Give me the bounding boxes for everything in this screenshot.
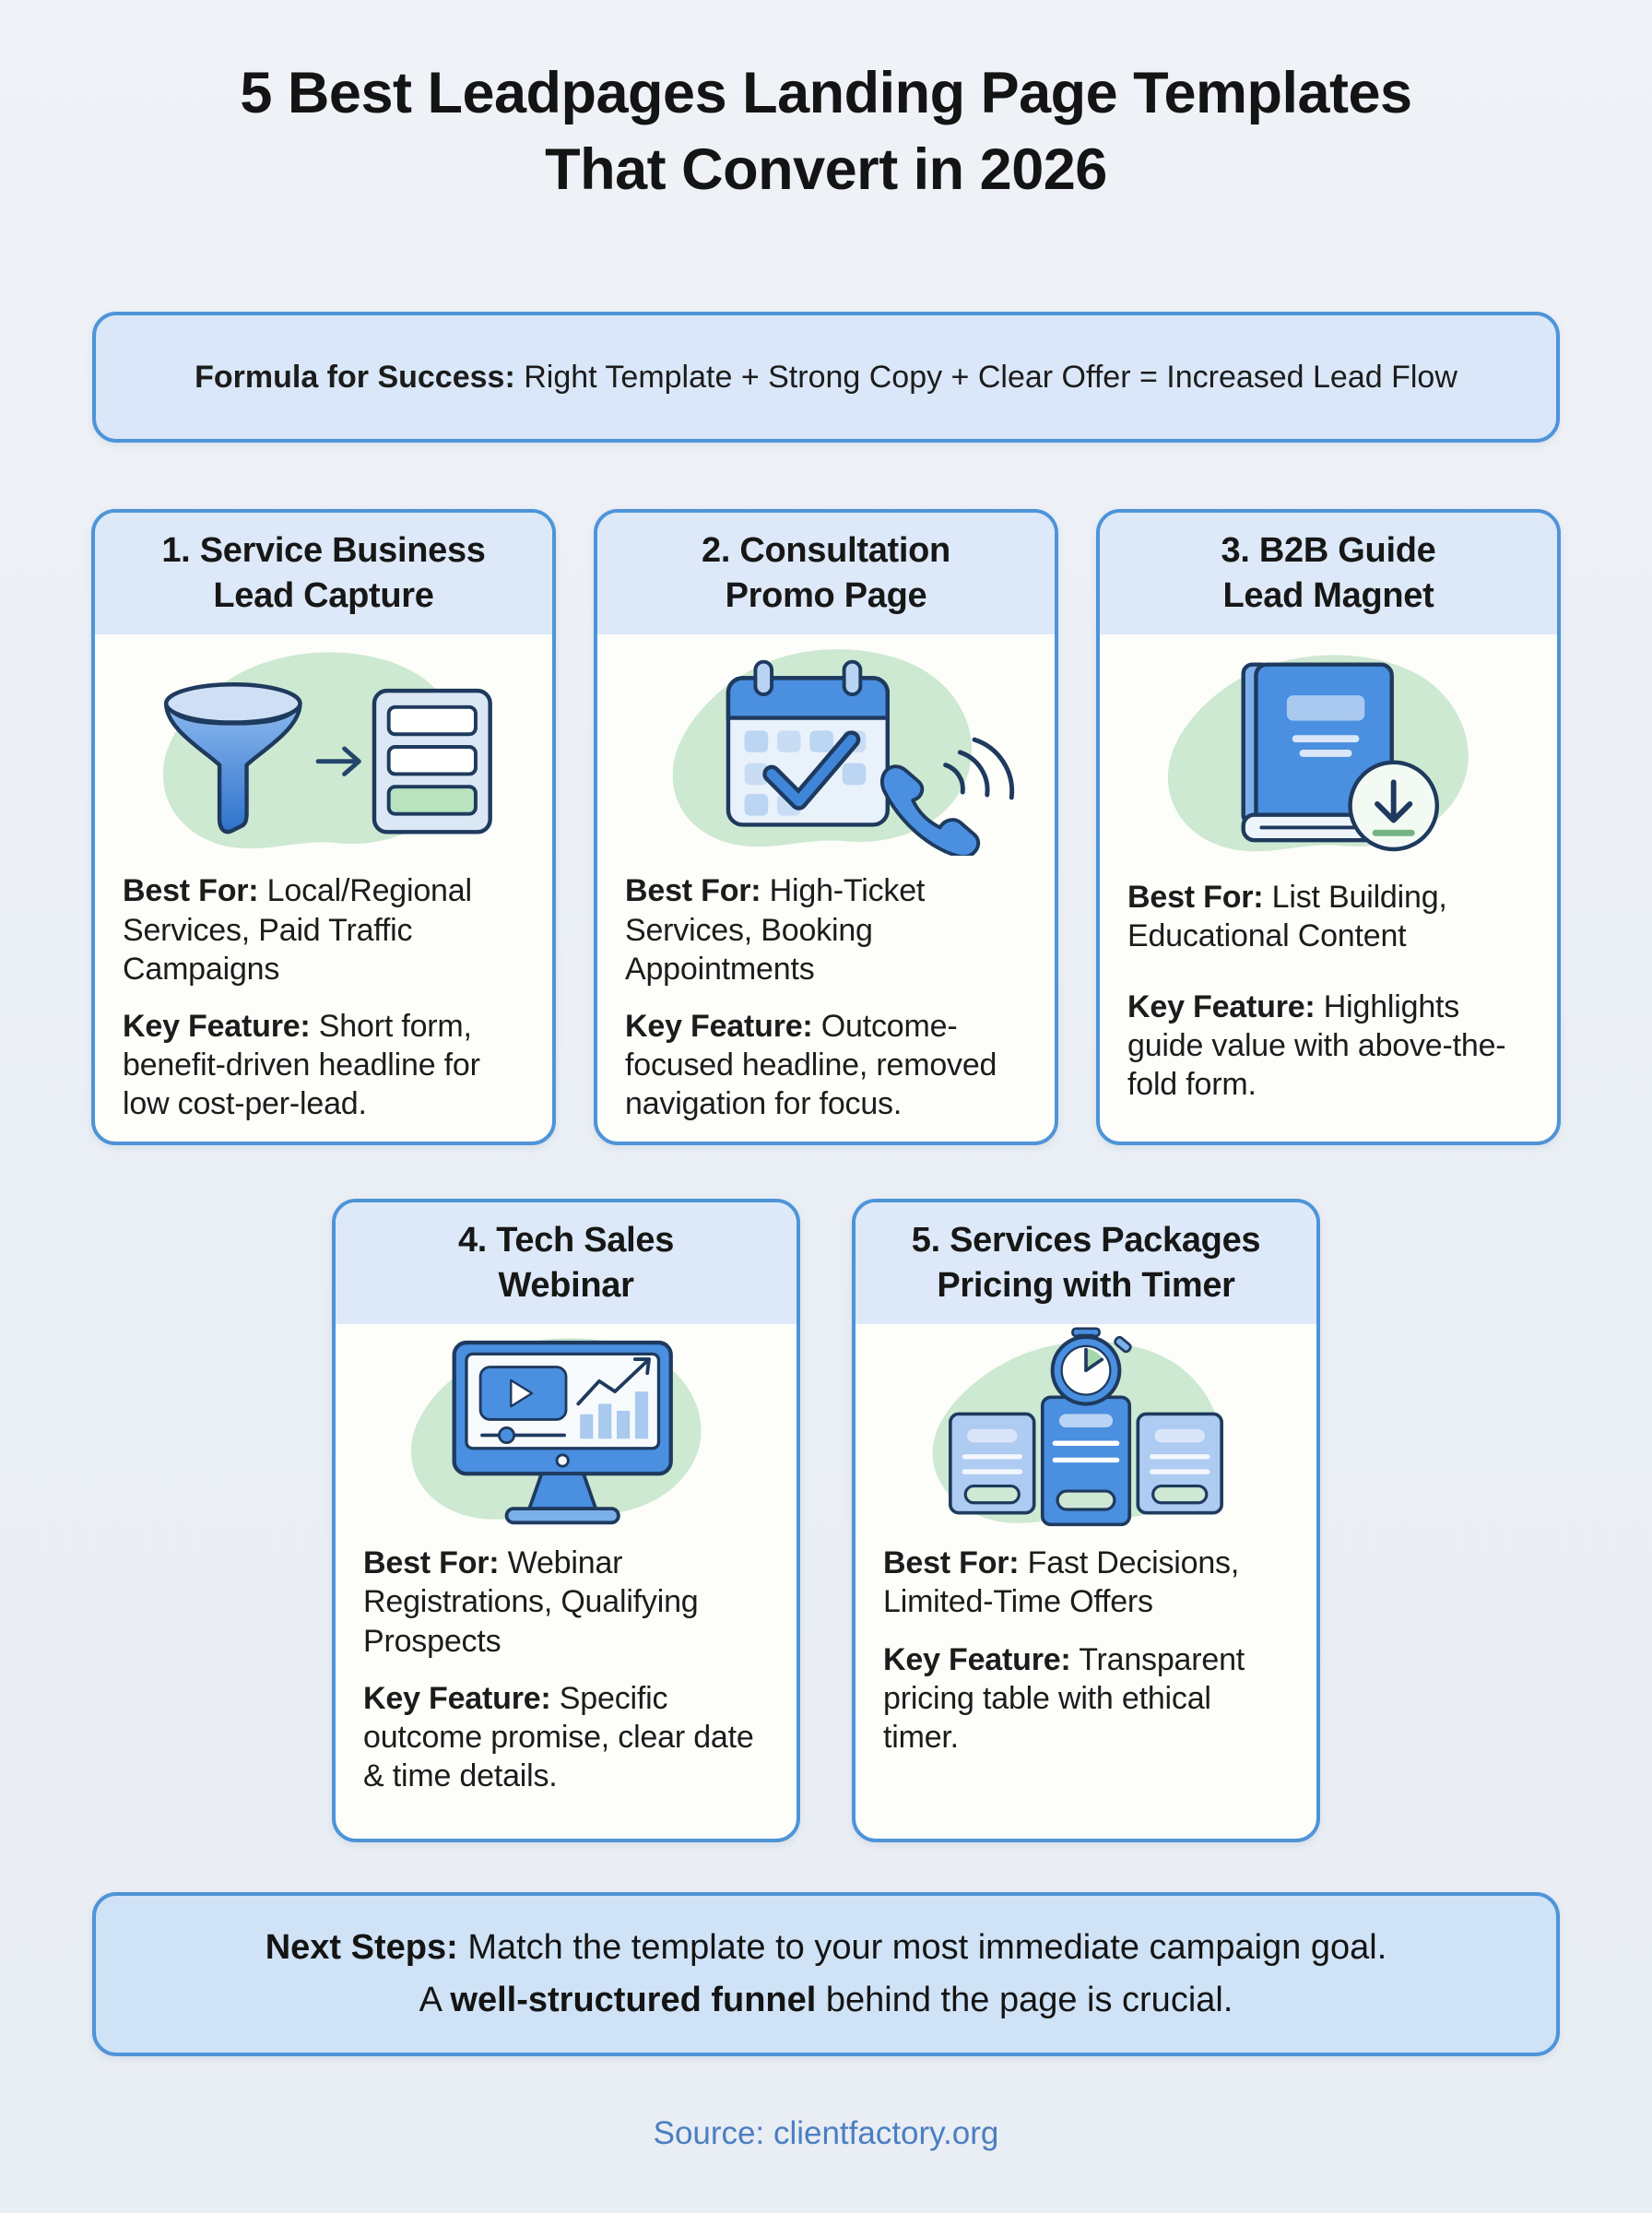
best-for-paragraph [883,1544,1294,1621]
next-steps-line1: Next Steps: Match the template to your most immediate campaign goal. [265,1927,1387,1967]
best-for-label: Best For: [363,1545,500,1581]
card-header [95,513,552,634]
formula-banner [92,312,1560,443]
key-feature-label: Key Feature: [883,1641,1071,1677]
formula-label: Formula for Success: [195,359,515,395]
best-for-paragraph [1127,878,1535,955]
funnel-form-icon [124,638,523,856]
card-header [856,1202,1316,1324]
page-title-line1: 5 Best Leadpages Landing Page Templates [240,61,1412,125]
page-title [0,0,1652,208]
card-body [95,858,552,1142]
template-card-tech-webinar [332,1199,800,1842]
card-icon-area [1100,634,1557,865]
card-header [597,513,1055,634]
card-title: 5. Services Packages Pricing with Timer [911,1220,1261,1306]
template-card-consultation-promo [594,509,1058,1145]
key-feature-paragraph [625,1007,1032,1123]
key-feature-label: Key Feature: [363,1680,551,1716]
card-body [1100,865,1557,1122]
key-feature-paragraph [123,1007,530,1123]
cards-row-top [0,509,1652,1145]
card-body [597,858,1055,1142]
key-feature-text: Specific outcome promise, clear date & time details. [363,1680,754,1794]
card-header [1100,513,1557,634]
key-feature-text: Transparent pricing table with ethical timer. [883,1641,1245,1755]
key-feature-text: Highlights guide value with above-the-fold form. [1127,988,1506,1102]
key-feature-paragraph [883,1640,1294,1757]
source-text: Source: clientfactory.org [653,2115,999,2152]
best-for-label: Best For: [883,1545,1020,1581]
template-card-pricing-timer [852,1199,1320,1842]
best-for-label: Best For: [123,873,259,909]
best-for-paragraph [363,1544,774,1660]
formula-text: Formula for Success: Right Template + Strong Copy + Clear Offer = Increased Lead Flow [195,359,1457,395]
card-icon-area [336,1324,796,1531]
best-for-text: Fast Decisions, Limited-Time Offers [883,1545,1240,1620]
template-card-b2b-guide [1096,509,1561,1145]
card-body [336,1531,796,1814]
card-body [856,1531,1316,1775]
key-feature-label: Key Feature: [625,1008,813,1044]
card-title: 4. Tech Sales Webinar [457,1220,675,1306]
next-steps-line2: A well-structured funnel behind the page is crucial. [419,1981,1233,2020]
page-title-line2: That Convert in 2026 [545,137,1107,203]
pricing-timer-icon [892,1327,1280,1528]
card-icon-area [95,634,552,858]
calendar-phone-icon [627,638,1025,856]
best-for-text: High-Ticket Services, Booking Appointments [625,873,926,987]
key-feature-text: Short form, benefit-driven headline for low cost-per-lead. [123,1008,480,1122]
card-header [336,1202,796,1324]
card-icon-area [856,1324,1316,1531]
best-for-text: List Building, Educational Content [1127,880,1447,954]
key-feature-paragraph [363,1679,774,1795]
best-for-label: Best For: [625,873,761,909]
next-steps-label: Next Steps: [265,1927,458,1967]
best-for-text: Local/Regional Services, Paid Traffic Campaigns [123,873,472,987]
best-for-text: Webinar Registrations, Qualifying Prospects [363,1545,699,1659]
card-icon-area [597,634,1055,858]
card-title: 3. B2B Guide Lead Magnet [1221,530,1436,616]
webinar-monitor-icon [372,1327,760,1528]
key-feature-paragraph [1127,988,1535,1104]
card-title: 1. Service Business Lead Capture [161,530,486,616]
best-for-paragraph [123,871,530,988]
best-for-label: Best For: [1127,880,1264,916]
card-title: 2. Consultation Promo Page [702,530,950,616]
best-for-paragraph [625,871,1032,988]
cards-row-bottom [0,1199,1652,1842]
template-card-service-lead-capture [91,509,556,1145]
book-download-icon [1129,641,1528,858]
next-steps-banner [92,1892,1560,2056]
key-feature-text: Outcome-focused headline, removed navigation for focus. [625,1008,997,1122]
key-feature-label: Key Feature: [123,1008,311,1044]
key-feature-label: Key Feature: [1127,988,1316,1024]
